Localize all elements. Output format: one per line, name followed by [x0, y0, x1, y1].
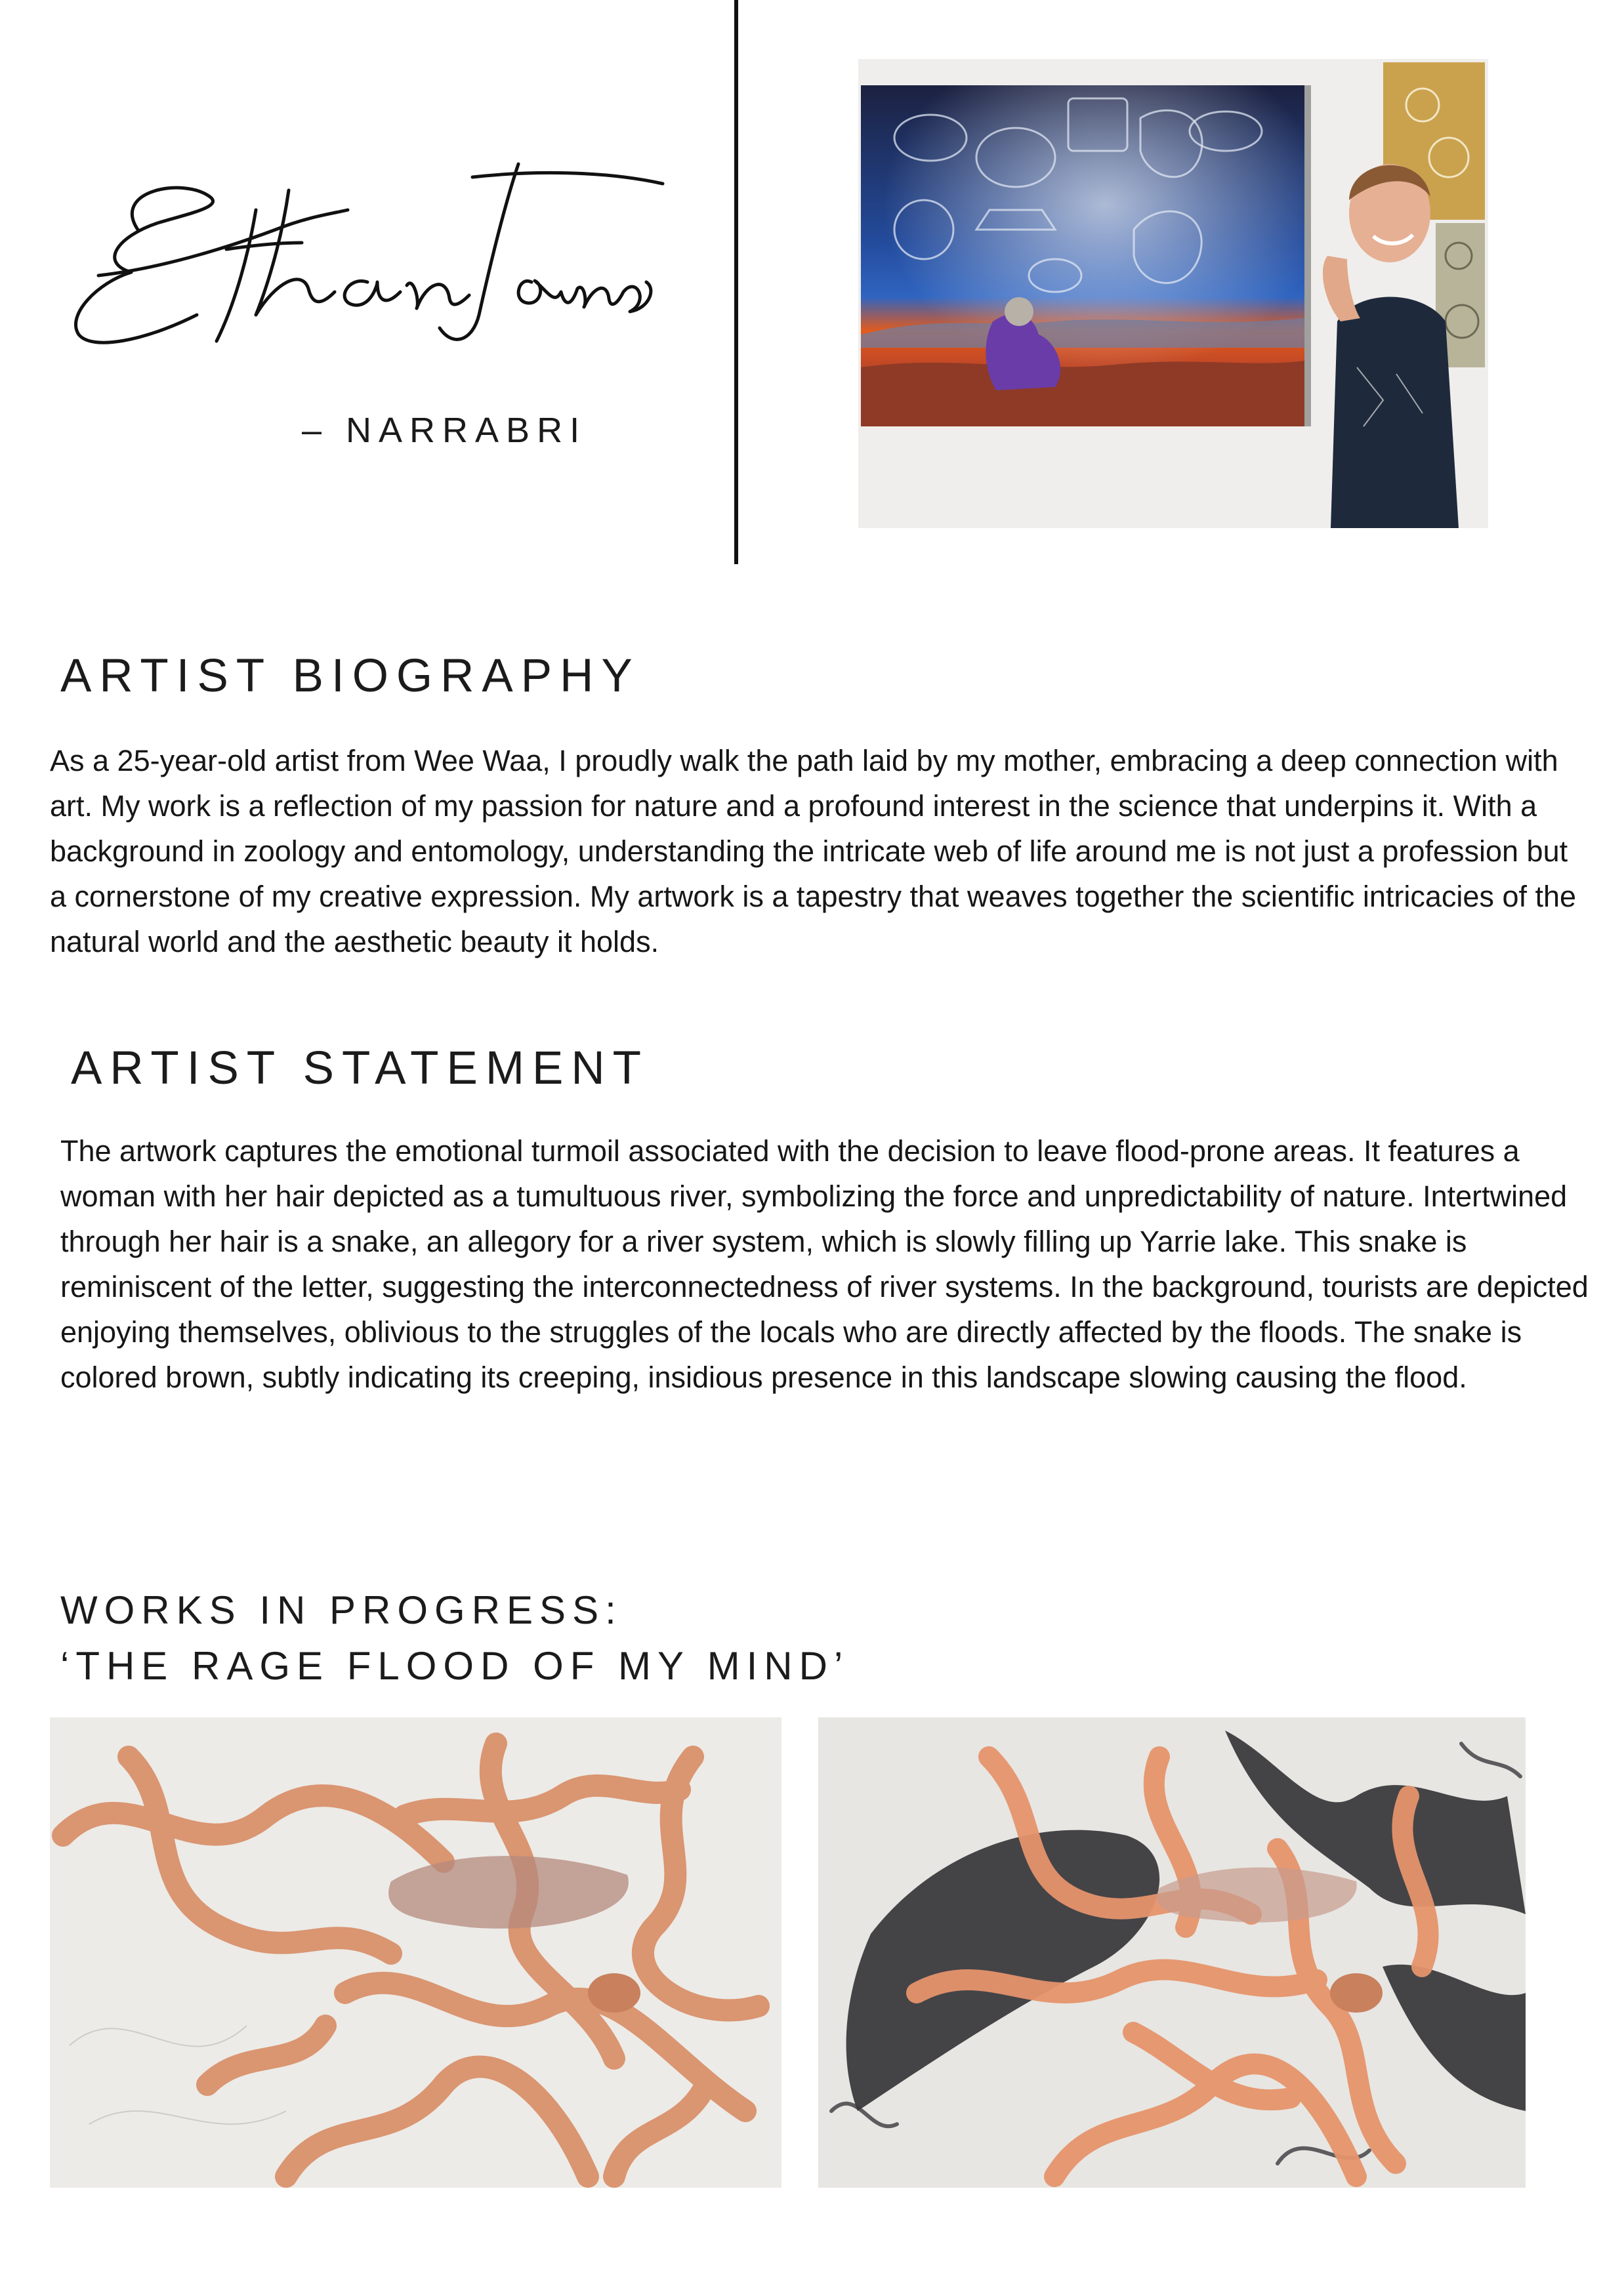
vertical-divider	[734, 0, 738, 564]
statement-heading: ARTIST STATEMENT	[71, 1042, 650, 1094]
wip-heading-line1: WORKS IN PROGRESS:	[60, 1588, 623, 1632]
artist-with-painting-photo	[858, 59, 1488, 528]
artist-signature	[59, 151, 689, 374]
wip-heading-line2: ‘THE RAGE FLOOD OF MY MIND’	[60, 1644, 850, 1688]
work-in-progress-image-2	[818, 1717, 1526, 2188]
biography-text: As a 25-year-old artist from Wee Waa, I proudly walk the path laid by my mother, embracing a deep connection with art. My work is a reflection of my passion for nature and a profound interest in the science that underpins it. With a background in zoology and entomology, understanding the intricate web of life around me is not just a profession but a cornerstone of my creative expression. My artwork is a tapestry that weaves together the scientific intricacies of the natural world and the aesthetic beauty it holds.	[50, 744, 1577, 958]
biography-heading: ARTIST BIOGRAPHY	[60, 650, 640, 702]
artist-location: – NARRABRI	[302, 411, 587, 450]
work-in-progress-image-1	[50, 1717, 781, 2188]
statement-text: The artwork captures the emotional turmoil associated with the decision to leave flood-prone areas. It features a woman with her hair depicted as a tumultuous river, symbolizing the force and unpredictability of nature. Intertwined through her hair is a snake, an allegory for a river system, which is slowly filling up Yarrie lake. This snake is reminiscent of the letter, suggesting the interconnectedness of river systems. In the background, tourists are depicted enjoying themselves, oblivious to the struggles of the locals who are directly affected by the floods. The snake is colored brown, subtly indicating its creeping, insidious presence in this landscape slowing causing the flood.	[60, 1134, 1589, 1394]
